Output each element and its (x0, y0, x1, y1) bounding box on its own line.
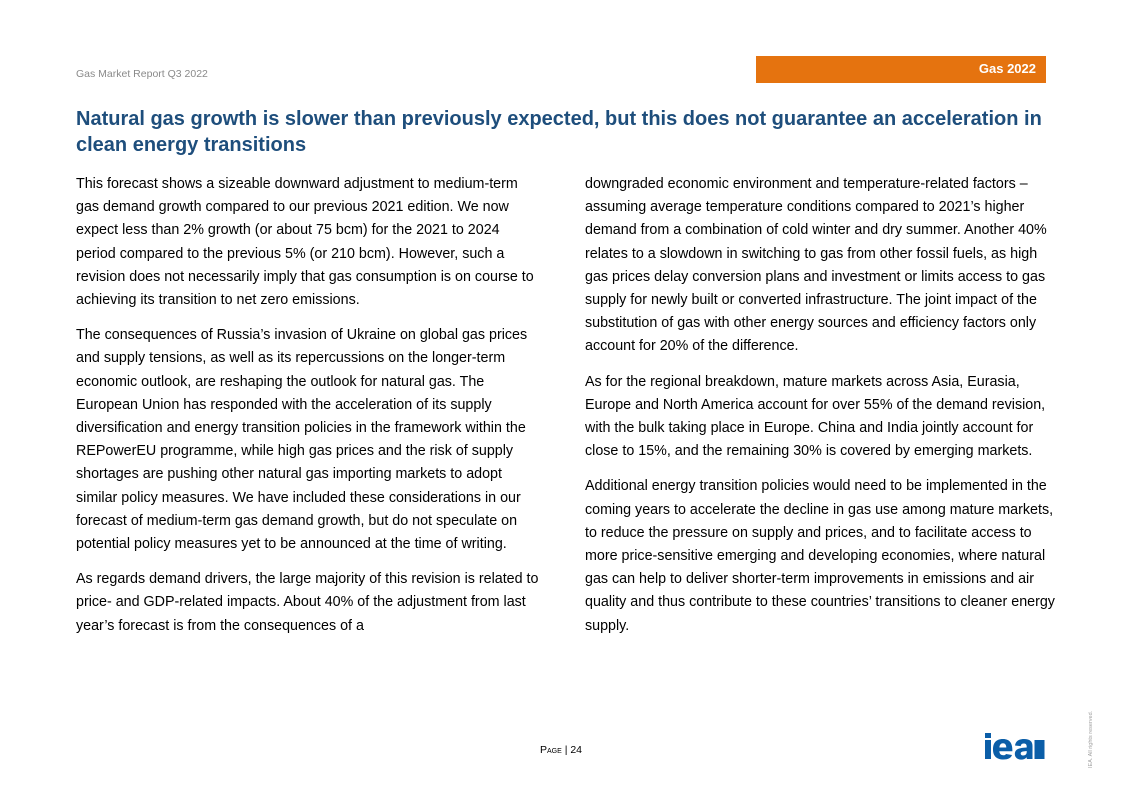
page-separator: | (564, 744, 568, 756)
page-label: Page (539, 744, 562, 756)
paragraph: This forecast shows a sizeable downward adjustment to medium-term gas demand growth compared to our previous 2021 edition. We now expect less than 2% growth (or about 75 bcm) for the 2021 to 2024 period compared to the previous 5% (or 210 bcm). However, such a revision does not necessarily imply that gas consumption is on course to achieving its transition to net zero emissions. (76, 176, 534, 309)
paragraph: downgraded economic environment and temperature-related factors – assuming average temperature conditions compared to 2021’s higher demand from a combination of cold winter and dry summer. Another 40% relates to a slowdown in switching to gas from other fossil fuels, as high gas prices delay conversion plans and investment or limits access to gas supply for newly built or converted infrastructure. The joint impact of the substitution of gas with other energy sources and efficiency factors only account for 20% of the difference. (585, 176, 1047, 355)
paragraph: As for the regional breakdown, mature markets across Asia, Eurasia, Europe and North America account for over 55% of the demand revision, with the bulk taking place in Europe. China and India jointly account for close to 15%, and the remaining 30% is covered by emerging markets. (585, 373, 1046, 460)
paragraph: As regards demand drivers, the large majority of this revision is related to price- and GDP-related impacts. About 40% of the adjustment from last year’s forecast is from the consequences of a (76, 571, 539, 634)
rights-notice: IEA. All rights reserved. (1088, 710, 1094, 768)
iea-logo-icon (984, 731, 1046, 761)
left-column (76, 173, 542, 650)
page-title: Natural gas growth is slower than previously expected, but this does not guarantee an acceleration in clean energy transitions (76, 108, 1042, 156)
report-title: Gas Market Report Q3 2022 (76, 68, 208, 80)
page-number (0, 744, 1122, 756)
paragraph: Additional energy transition policies would need to be implemented in the coming years to accelerate the decline in gas use among mature markets, to reduce the pressure on supply and prices, and to facilitate access to more price-sensitive emerging and developing economies, where natural gas can help to deliver shorter-term improvements in emissions and air quality and thus contribute to these countries’ transitions to cleaner energy supply. (585, 478, 1055, 634)
right-column (585, 173, 1055, 650)
iea-logo (984, 731, 1046, 761)
paragraph: The consequences of Russia’s invasion of Ukraine on global gas prices and supply tensions, as well as its repercussions on the longer-term economic outlook, are reshaping the outlook for natural gas. The European Union has responded with the acceleration of its supply diversification and energy transition policies in the framework within the REPowerEU programme, while high gas prices and the risk of supply shortages are pushing other natural gas importing markets to adopt similar policy measures. We have included these considerations in our forecast of medium-term gas demand growth, but do not speculate on potential policy measures yet to be announced at the time of writing. (76, 327, 528, 553)
section-tag: Gas 2022 (756, 56, 1046, 83)
page-number-value: 24 (570, 744, 583, 756)
